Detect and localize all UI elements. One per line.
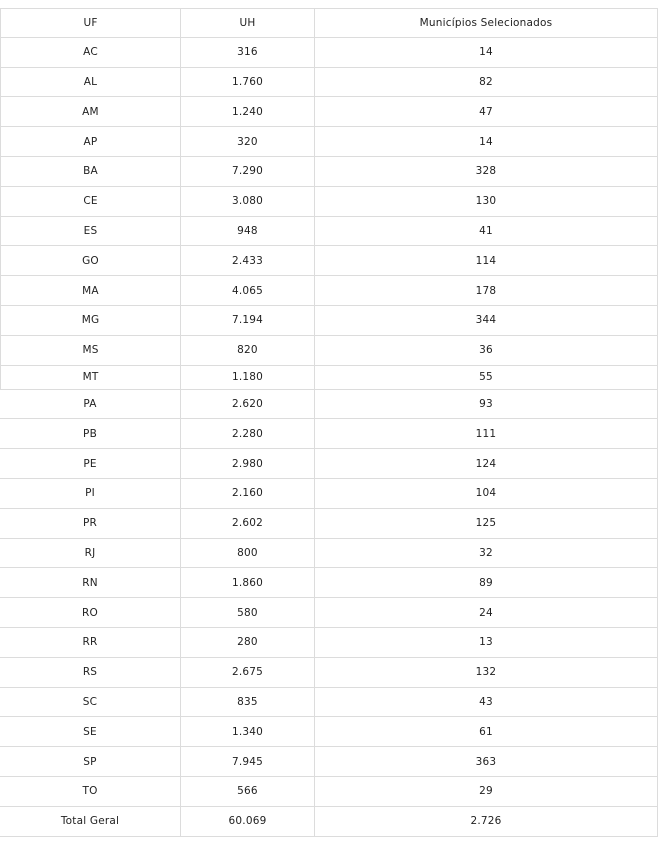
cell-uf: PA bbox=[0, 390, 181, 419]
cell-uh: 2.280 bbox=[181, 419, 315, 448]
cell-uf: AM bbox=[0, 97, 181, 126]
cell-uf: PE bbox=[0, 449, 181, 478]
cell-uh: 2.602 bbox=[181, 509, 315, 538]
table-row bbox=[0, 157, 658, 187]
table-row bbox=[0, 217, 658, 247]
table-row bbox=[0, 777, 658, 807]
cell-uf: PR bbox=[0, 509, 181, 538]
table-row bbox=[0, 38, 658, 68]
cell-municipios: 14 bbox=[315, 38, 658, 67]
cell-uf: GO bbox=[0, 246, 181, 275]
cell-municipios: 125 bbox=[315, 509, 658, 538]
cell-municipios: 47 bbox=[315, 97, 658, 126]
header-municipios: Municípios Selecionados bbox=[315, 9, 658, 37]
cell-uh: 580 bbox=[181, 598, 315, 627]
cell-uf: RR bbox=[0, 628, 181, 657]
cell-uf: AP bbox=[0, 127, 181, 156]
cell-uh: 316 bbox=[181, 38, 315, 67]
table-row bbox=[0, 127, 658, 157]
table-row bbox=[0, 717, 658, 747]
cell-municipios: 328 bbox=[315, 157, 658, 186]
table-row bbox=[0, 306, 658, 336]
data-table bbox=[0, 8, 658, 837]
cell-uh: 820 bbox=[181, 336, 315, 365]
total-label: Total Geral bbox=[0, 807, 181, 836]
table-row bbox=[0, 747, 658, 777]
cell-uh: 7.290 bbox=[181, 157, 315, 186]
table-row bbox=[0, 628, 658, 658]
table-row bbox=[0, 598, 658, 628]
table-row bbox=[0, 568, 658, 598]
cell-uh: 1.240 bbox=[181, 97, 315, 126]
cell-uh: 1.340 bbox=[181, 717, 315, 746]
cell-uf: MA bbox=[0, 276, 181, 305]
cell-uh: 7.194 bbox=[181, 306, 315, 335]
cell-uf: SP bbox=[0, 747, 181, 776]
cell-municipios: 24 bbox=[315, 598, 658, 627]
cell-uf: MG bbox=[0, 306, 181, 335]
cell-uh: 1.760 bbox=[181, 68, 315, 97]
cell-uh: 1.860 bbox=[181, 568, 315, 597]
cell-municipios: 104 bbox=[315, 479, 658, 508]
cell-municipios: 41 bbox=[315, 217, 658, 246]
table-row bbox=[0, 97, 658, 127]
cell-uh: 800 bbox=[181, 539, 315, 568]
table-row bbox=[0, 539, 658, 569]
table-row bbox=[0, 68, 658, 98]
cell-uf: PI bbox=[0, 479, 181, 508]
cell-uh: 7.945 bbox=[181, 747, 315, 776]
cell-municipios: 89 bbox=[315, 568, 658, 597]
cell-uh: 835 bbox=[181, 688, 315, 717]
header-uh: UH bbox=[181, 9, 315, 37]
total-municipios: 2.726 bbox=[315, 807, 658, 836]
cell-uf: PB bbox=[0, 419, 181, 448]
table-row bbox=[0, 187, 658, 217]
cell-municipios: 14 bbox=[315, 127, 658, 156]
cell-uf: SC bbox=[0, 688, 181, 717]
cell-uf: RN bbox=[0, 568, 181, 597]
cell-municipios: 363 bbox=[315, 747, 658, 776]
total-uh: 60.069 bbox=[181, 807, 315, 836]
cell-uf: RS bbox=[0, 658, 181, 687]
cell-uh: 320 bbox=[181, 127, 315, 156]
table-row bbox=[0, 276, 658, 306]
cell-uh: 3.080 bbox=[181, 187, 315, 216]
cell-municipios: 124 bbox=[315, 449, 658, 478]
header-uf: UF bbox=[0, 9, 181, 37]
cell-municipios: 32 bbox=[315, 539, 658, 568]
cell-uf: TO bbox=[0, 777, 181, 806]
cell-uh: 2.433 bbox=[181, 246, 315, 275]
cell-uh: 2.160 bbox=[181, 479, 315, 508]
cell-municipios: 132 bbox=[315, 658, 658, 687]
cell-municipios: 344 bbox=[315, 306, 658, 335]
table-row bbox=[0, 658, 658, 688]
cell-uf: ES bbox=[0, 217, 181, 246]
cell-municipios: 114 bbox=[315, 246, 658, 275]
cell-uf: BA bbox=[0, 157, 181, 186]
cell-uf: RO bbox=[0, 598, 181, 627]
cell-municipios: 178 bbox=[315, 276, 658, 305]
table-total-row bbox=[0, 807, 658, 837]
cell-municipios: 43 bbox=[315, 688, 658, 717]
cell-uh: 1.180 bbox=[181, 366, 315, 389]
table-row bbox=[0, 390, 658, 420]
cell-uh: 948 bbox=[181, 217, 315, 246]
table-row bbox=[0, 366, 658, 390]
cell-municipios: 111 bbox=[315, 419, 658, 448]
table-row bbox=[0, 246, 658, 276]
cell-uh: 280 bbox=[181, 628, 315, 657]
table-row bbox=[0, 509, 658, 539]
table-row bbox=[0, 479, 658, 509]
cell-uh: 2.980 bbox=[181, 449, 315, 478]
cell-uf: SE bbox=[0, 717, 181, 746]
table-body bbox=[0, 38, 658, 807]
cell-uf: MT bbox=[0, 366, 181, 389]
table-header-row bbox=[0, 8, 658, 38]
cell-uf: RJ bbox=[0, 539, 181, 568]
table-row bbox=[0, 449, 658, 479]
cell-uh: 566 bbox=[181, 777, 315, 806]
cell-municipios: 36 bbox=[315, 336, 658, 365]
cell-municipios: 82 bbox=[315, 68, 658, 97]
cell-uh: 2.620 bbox=[181, 390, 315, 419]
cell-uf: MS bbox=[0, 336, 181, 365]
cell-municipios: 29 bbox=[315, 777, 658, 806]
cell-municipios: 130 bbox=[315, 187, 658, 216]
cell-uh: 4.065 bbox=[181, 276, 315, 305]
cell-uf: AC bbox=[0, 38, 181, 67]
cell-municipios: 61 bbox=[315, 717, 658, 746]
table-row bbox=[0, 688, 658, 718]
table-row bbox=[0, 336, 658, 366]
cell-municipios: 13 bbox=[315, 628, 658, 657]
cell-uf: AL bbox=[0, 68, 181, 97]
cell-municipios: 93 bbox=[315, 390, 658, 419]
cell-uf: CE bbox=[0, 187, 181, 216]
cell-uh: 2.675 bbox=[181, 658, 315, 687]
cell-municipios: 55 bbox=[315, 366, 658, 389]
table-row bbox=[0, 419, 658, 449]
